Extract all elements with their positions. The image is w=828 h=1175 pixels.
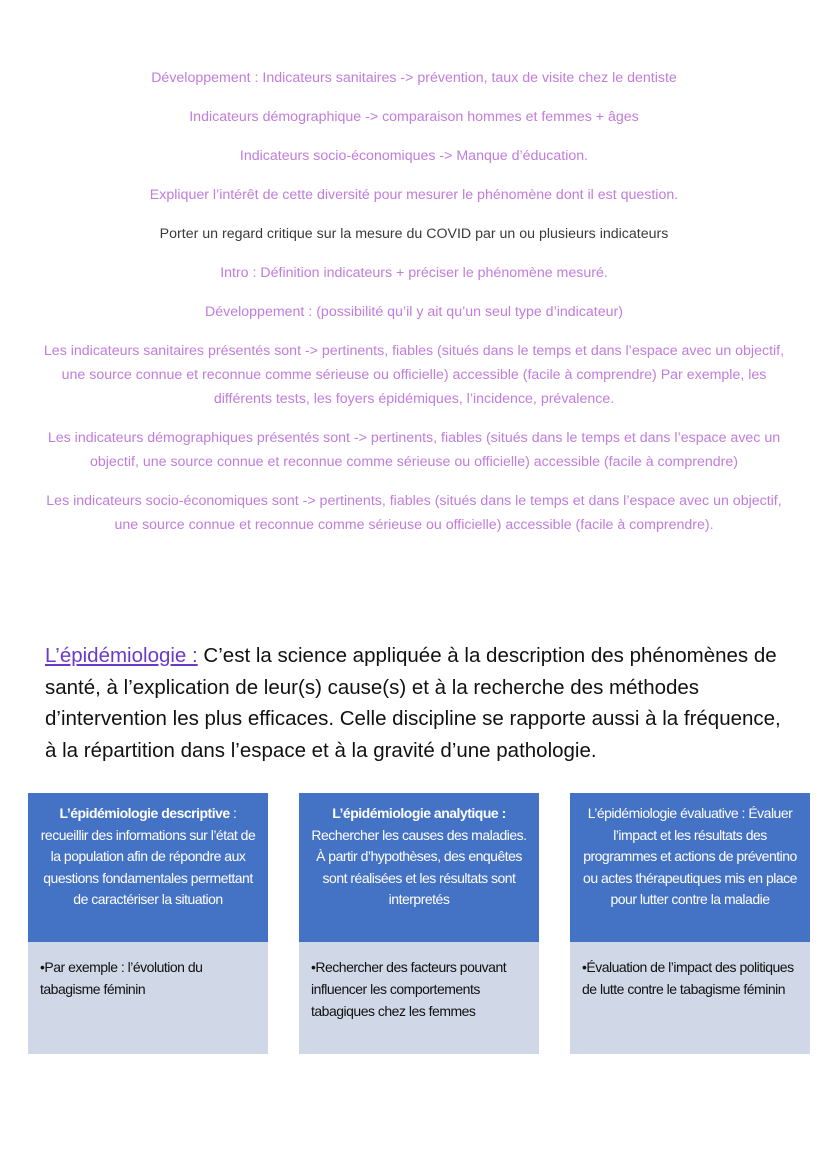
note-line: Développement : (possibilité qu’il y ait qu’un seul type d’indicateur): [205, 304, 623, 320]
box-analytic-desc: Rechercher les causes des maladies. À partir d’hypothèses, des enquêtes sont réalisées et les résultats sont interpretés: [311, 826, 527, 907]
box-descriptive-example: •Par exemple : l’évolution du tabagisme féminin: [40, 959, 203, 997]
box-descriptive-title: L’épidémiologie descriptive: [59, 805, 230, 821]
box-descriptive: [28, 793, 268, 1054]
box-analytic-title: L’épidémiologie analytique :: [332, 805, 506, 821]
box-evaluative: [570, 793, 810, 1054]
epidemiology-types-diagram: [28, 793, 810, 1055]
box-analytic-body: [299, 942, 539, 1054]
note-line: Développement : Indicateurs sanitaires -> prévention, taux de visite chez le dentiste: [151, 70, 677, 86]
epidemiology-definition: [45, 640, 790, 766]
note-line: Intro : Définition indicateurs + préciser le phénomène mesuré.: [220, 265, 608, 281]
note-line: Porter un regard critique sur la mesure du COVID par un ou plusieurs indicateurs: [159, 226, 669, 242]
box-evaluative-example: •Évaluation de l’impact des politiques de lutte contre le tabagisme féminin: [582, 959, 794, 997]
note-line: Indicateurs démographique -> comparaison hommes et femmes + âges: [189, 109, 639, 125]
definition-term: L’épidémiologie :: [45, 644, 198, 667]
note-paragraph: Les indicateurs démographiques présentés sont -> pertinents, fiables (situés dans le temps et dans l’espace avec un objectif, une source connue et reconnue comme sérieuse ou officielle) accessible (facile à comprendre): [47, 430, 781, 470]
box-descriptive-desc: : recueillir des informations sur l’état de la population afin de répondre aux questions fondamentales permettant de caractériser la situation: [40, 805, 256, 907]
box-analytic-header: [299, 793, 539, 942]
note-line: Indicateurs socio-économiques -> Manque d’éducation.: [239, 148, 589, 164]
box-evaluative-header: [570, 793, 810, 942]
notes-section: [40, 66, 788, 552]
note-line: Expliquer l’intérêt de cette diversité pour mesurer le phénomène dont il est question.: [149, 187, 679, 203]
definition-text: C’est la science appliquée à la description des phénomènes de santé, à l’explication de leur(s) cause(s) et à la recherche des méthodes d’intervention les plus efficaces. Celle discipline se rapporte aussi à la fréquence, à la répartition dans l’espace et à la gravité d’une pathologie.: [45, 644, 781, 762]
box-descriptive-header: [28, 793, 268, 942]
box-descriptive-body: [28, 942, 268, 1054]
note-paragraph: Les indicateurs sanitaires présentés sont -> pertinents, fiables (situés dans le temps et dans l’espace avec un objectif, une source connue et reconnue comme sérieuse ou officielle) accessible (facile à comprendre) Par exemple, les différents tests, les foyers épidémiques, l’incidence, prévalence.: [43, 343, 785, 407]
note-paragraph: Les indicateurs socio-économiques sont -> pertinents, fiables (situés dans le temps et dans l’espace avec un objectif, une source connue et reconnue comme sérieuse ou officielle) accessible (facile à comprendre).: [46, 493, 782, 533]
box-analytic-example: •Rechercher des facteurs pouvant influencer les comportements tabagiques chez les femmes: [311, 959, 507, 1019]
box-analytic: [299, 793, 539, 1054]
box-evaluative-desc: L’épidémiologie évaluative : Évaluer l’impact et les résultats des programmes et actions de préventino ou actes thérapeutiques mis en place pour lutter contre la maladie: [583, 805, 797, 907]
box-evaluative-body: [570, 942, 810, 1054]
